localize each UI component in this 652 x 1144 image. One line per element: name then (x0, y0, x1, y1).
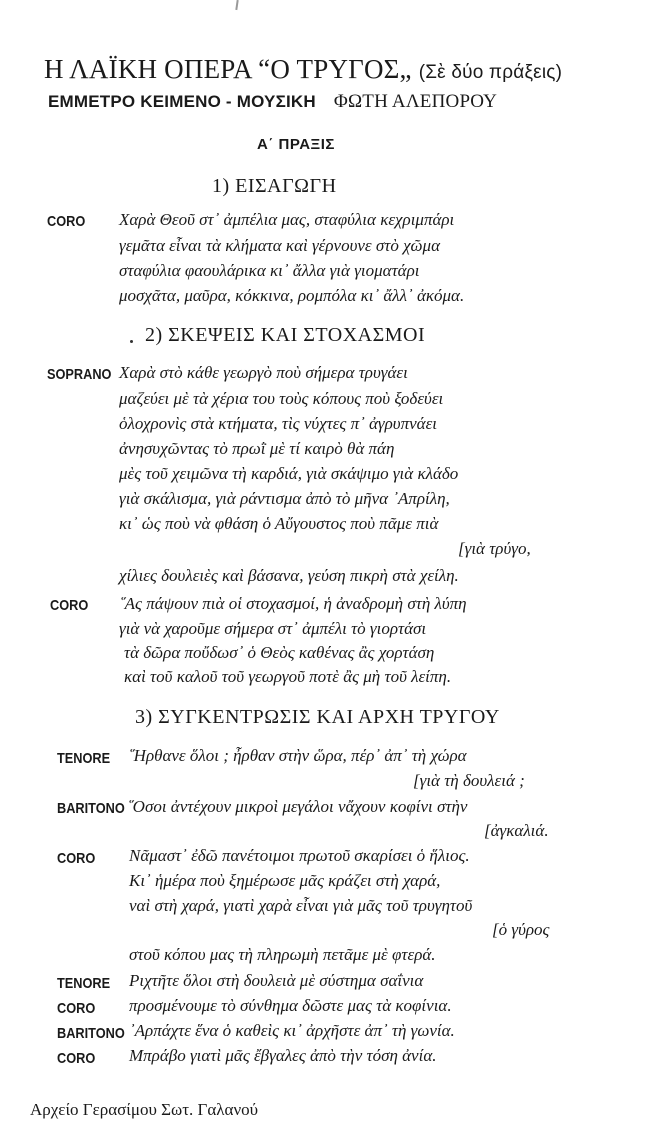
verse-line: ῞Οσοι ἀντέχουν μικροὶ μεγάλοι νἄχουν κοφίνι στὴν (127, 797, 468, 816)
verse-line: γεμᾶτα εἶναι τὰ κλήματα καὶ γέρνουνε στὸ χῶμα (119, 236, 441, 255)
verse-line: τὰ δῶρα ποὔδωσ᾽ ὁ Θεὸς καθένας ἂς χορτάση (124, 643, 435, 662)
composer-name: ΦΩΤΗ ΑΛΕΠΟΡΟΥ (333, 91, 498, 112)
title-main: Η ΛΑΪΚΗ ΟΠΕΡΑ “Ο ΤΡΥΓΟΣ„ (44, 54, 412, 84)
verse-continuation: [γιὰ τρύγο, (458, 539, 531, 558)
verse-line: ἀνησυχῶντας τὸ πρωῒ μὲ τί καιρὸ θὰ πάη (119, 439, 395, 458)
verse-continuation: [ὁ γύρος (492, 920, 550, 939)
verse-line: ναὶ στὴ χαρά, γιατὶ χαρὰ εἶναι γιὰ μᾶς τοῦ τρυγητοῦ (129, 896, 473, 915)
subtitle-text: ΕΜΜΕΤΡΟ ΚΕΙΜΕΝΟ - ΜΟΥΣΙΚΗ (48, 92, 316, 111)
verse-line: Κι᾽ ἡμέρα ποὺ ξημέρωσε μᾶς κράζει στὴ χαρά, (129, 871, 441, 890)
verse-line: Νᾶμαστ᾽ ἐδῶ πανέτοιμοι πρωτοῦ σκαρίσει ὁ ἥλιος. (129, 846, 470, 865)
verse-line: μὲς τοῦ χειμῶνα τὴ καρδιά, γιὰ σκάψιμο γιὰ κλάδο (119, 464, 459, 483)
title-note: (Σὲ δύο πράξεις) (418, 62, 563, 83)
page-title (44, 54, 562, 85)
speaker-label: CORO (57, 1050, 96, 1067)
speaker-label: BARITONO (57, 1025, 125, 1042)
verse-line: μοσχᾶτα, μαῦρα, κόκκινα, ρομπόλα κι᾽ ἄλλ᾽ ἀκόμα. (119, 286, 465, 305)
speaker-label: CORO (50, 597, 89, 614)
speaker-label: CORO (47, 213, 86, 230)
verse-line: κι᾽ ὡς ποὺ νὰ φθάση ὁ Αὔγουστος ποὺ πᾶμε πιὰ (119, 514, 439, 533)
verse-line: σταφύλια φαουλάρικα κι᾽ ἄλλα γιὰ γιοματάρι (119, 261, 420, 280)
ink-dot (130, 340, 133, 343)
verse-line: στοῦ κόπου μας τὴ πληρωμὴ πετᾶμε μὲ φτερά. (129, 945, 436, 964)
verse-line: Ριχτῆτε ὅλοι στὴ δουλειὰ μὲ σύστημα σαΐνια (129, 971, 424, 990)
verse-line: καὶ τοῦ καλοῦ τοῦ γεωργοῦ ποτὲ ἂς μὴ τοῦ λείπη. (124, 667, 452, 686)
verse-line: προσμένουμε τὸ σύνθημα δῶστε μας τὰ κοφίνια. (129, 996, 452, 1015)
verse-line: χίλιες δουλειὲς καὶ βάσανα, γεύση πικρὴ στὰ χείλη. (119, 566, 459, 585)
speaker-label: CORO (57, 850, 96, 867)
speaker-label: TENORE (57, 975, 111, 992)
verse-line: ῞Ηρθανε ὅλοι ; ἦρθαν στὴν ὥρα, πέρ᾽ ἀπ᾽ τὴ χώρα (128, 746, 467, 765)
verse-line: γιὰ νὰ χαροῦμε σήμερα στ᾽ ἀμπέλι τὸ γιορτάσι (119, 619, 427, 638)
verse-line: Χαρὰ Θεοῦ στ᾽ ἀμπέλια μας, σταφύλια κεχριμπάρι (119, 210, 455, 229)
act-heading: Α΄ ΠΡΑΞΙΣ (257, 136, 335, 153)
verse-line: μαζεύει μὲ τὰ χέρια του τοὺς κόπους ποὺ ξοδεύει (119, 389, 444, 408)
speaker-label: SOPRANO (47, 366, 112, 383)
verse-line: Μπράβο γιατὶ μᾶς ἔβγαλες ἀπὸ τὴν τόση ἀνία. (129, 1046, 437, 1065)
speaker-label: BARITONO (57, 800, 125, 817)
pencil-mark (235, 0, 238, 10)
verse-line: Χαρὰ στὸ κάθε γεωργὸ ποὺ σήμερα τρυγάει (119, 363, 408, 382)
section-heading-3: 3) ΣΥΓΚΕΝΤΡΩΣΙΣ ΚΑΙ ΑΡΧΗ ΤΡΥΓΟΥ (135, 706, 500, 728)
subtitle (48, 91, 497, 113)
speaker-label: CORO (57, 1000, 96, 1017)
verse-line: γιὰ σκάλισμα, γιὰ ράντισμα ἀπὸ τὸ μῆνα ᾽Απρίλη, (119, 489, 450, 508)
archive-credit: Αρχείο Γερασίμου Σωτ. Γαλανού (30, 1100, 259, 1119)
verse-continuation: [ἀγκαλιά. (484, 821, 549, 840)
verse-continuation: [γιὰ τὴ δουλειά ; (413, 771, 525, 790)
verse-line: ὁλοχρονὶς στὰ κτήματα, τὶς νύχτες π᾽ ἀγρυπνάει (119, 414, 437, 433)
section-heading-2: 2) ΣΚΕΨΕΙΣ ΚΑΙ ΣΤΟΧΑΣΜΟΙ (145, 324, 426, 346)
verse-line: ᾽Αρπάχτε ἕνα ὁ καθεὶς κι᾽ ἀρχῆστε ἀπ᾽ τὴ γωνία. (129, 1021, 455, 1040)
speaker-label: TENORE (57, 750, 111, 767)
section-heading-1: 1) ΕΙΣΑΓΩΓΗ (212, 175, 337, 197)
verse-line: ῞Ας πάψουν πιὰ οἱ στοχασμοί, ἡ ἀναδρομὴ στὴ λύπη (119, 594, 467, 613)
